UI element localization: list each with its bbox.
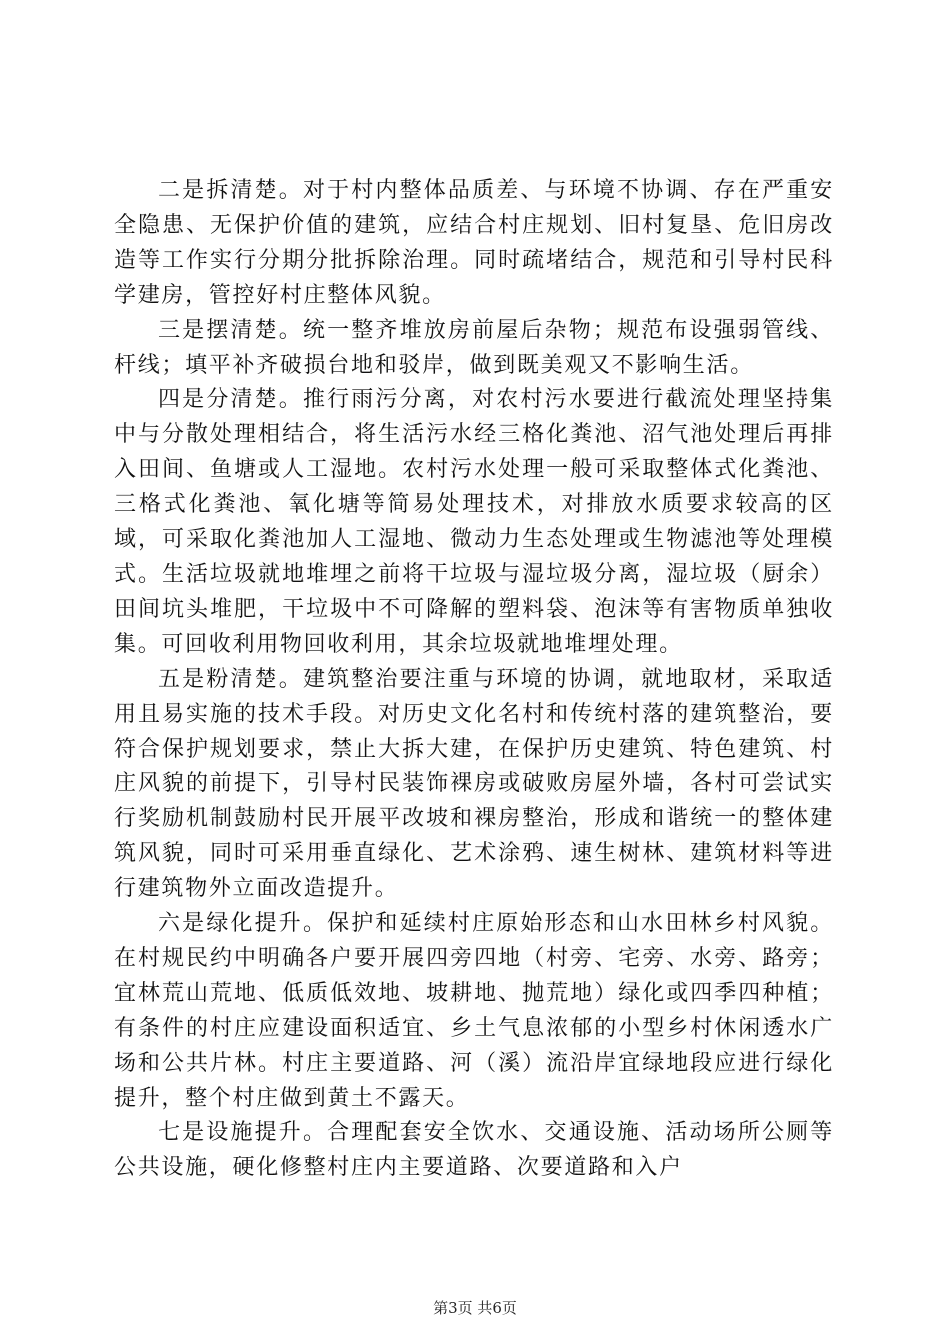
page-number-footer: 第3页 共6页 [433,1299,517,1317]
paragraph-2-demolish: 二是拆清楚。对于村内整体品质差、与环境不协调、存在严重安全隐患、无保护价值的建筑，应结合村庄规划、旧村复垦、危旧房改造等工作实行分期分批拆除治理。同时疏堵结合，规范和引导村民科学建房，管控好村庄整体风貌。 [114,178,834,308]
paragraph-5-paint: 五是粉清楚。建筑整治要注重与环境的协调，就地取材，采取适用且易实施的技术手段。对历史文化名村和传统村落的建筑整治，要符合保护规划要求，禁止大拆大建，在保护历史建筑、特色建筑、村庄风貌的前提下，引导村民装饰裸房或破败房屋外墙，各村可尝试实行奖励机制鼓励村民开展平改坡和裸房整治，形成和谐统一的整体建筑风貌，同时可采用垂直绿化、艺术涂鸦、速生树林、建筑材料等进行建筑物外立面改造提升。 [114,666,834,902]
document-body [114,174,834,1186]
paragraph-7-facilities: 七是设施提升。合理配套安全饮水、交通设施、活动场所公厕等公共设施，硬化修整村庄内主要道路、次要道路和入户 [114,1120,834,1181]
paragraph-6-greening: 六是绿化提升。保护和延续村庄原始形态和山水田林乡村风貌。在村规民约中明确各户要开展四旁四地（村旁、宅旁、水旁、路旁；宜林荒山荒地、低质低效地、坡耕地、抛荒地）绿化或四季四种植；有条件的村庄应建设面积适宜、乡土气息浓郁的小型乡村休闲透水广场和公共片林。村庄主要道路、河（溪）流沿岸宜绿地段应进行绿化提升，整个村庄做到黄土不露天。 [114,911,834,1111]
paragraph-3-arrange: 三是摆清楚。统一整齐堆放房前屋后杂物；规范布设强弱管线、杆线；填平补齐破损台地和驳岸，做到既美观又不影响生活。 [114,317,834,378]
paragraph-4-separate: 四是分清楚。推行雨污分离，对农村污水要进行截流处理坚持集中与分散处理相结合，将生活污水经三格化粪池、沼气池处理后再排入田间、鱼塘或人工湿地。农村污水处理一般可采取整体式化粪池、三格式化粪池、氧化塘等简易处理技术，对排放水质要求较高的区域，可采取化粪池加人工湿地、微动力生态处理或生物滤池等处理模式。生活垃圾就地堆埋之前将干垃圾与湿垃圾分离，湿垃圾（厨余）田间坑头堆肥，干垃圾中不可降解的塑料袋、泡沫等有害物质单独收集。可回收利用物回收利用，其余垃圾就地堆埋处理。 [114,387,834,657]
